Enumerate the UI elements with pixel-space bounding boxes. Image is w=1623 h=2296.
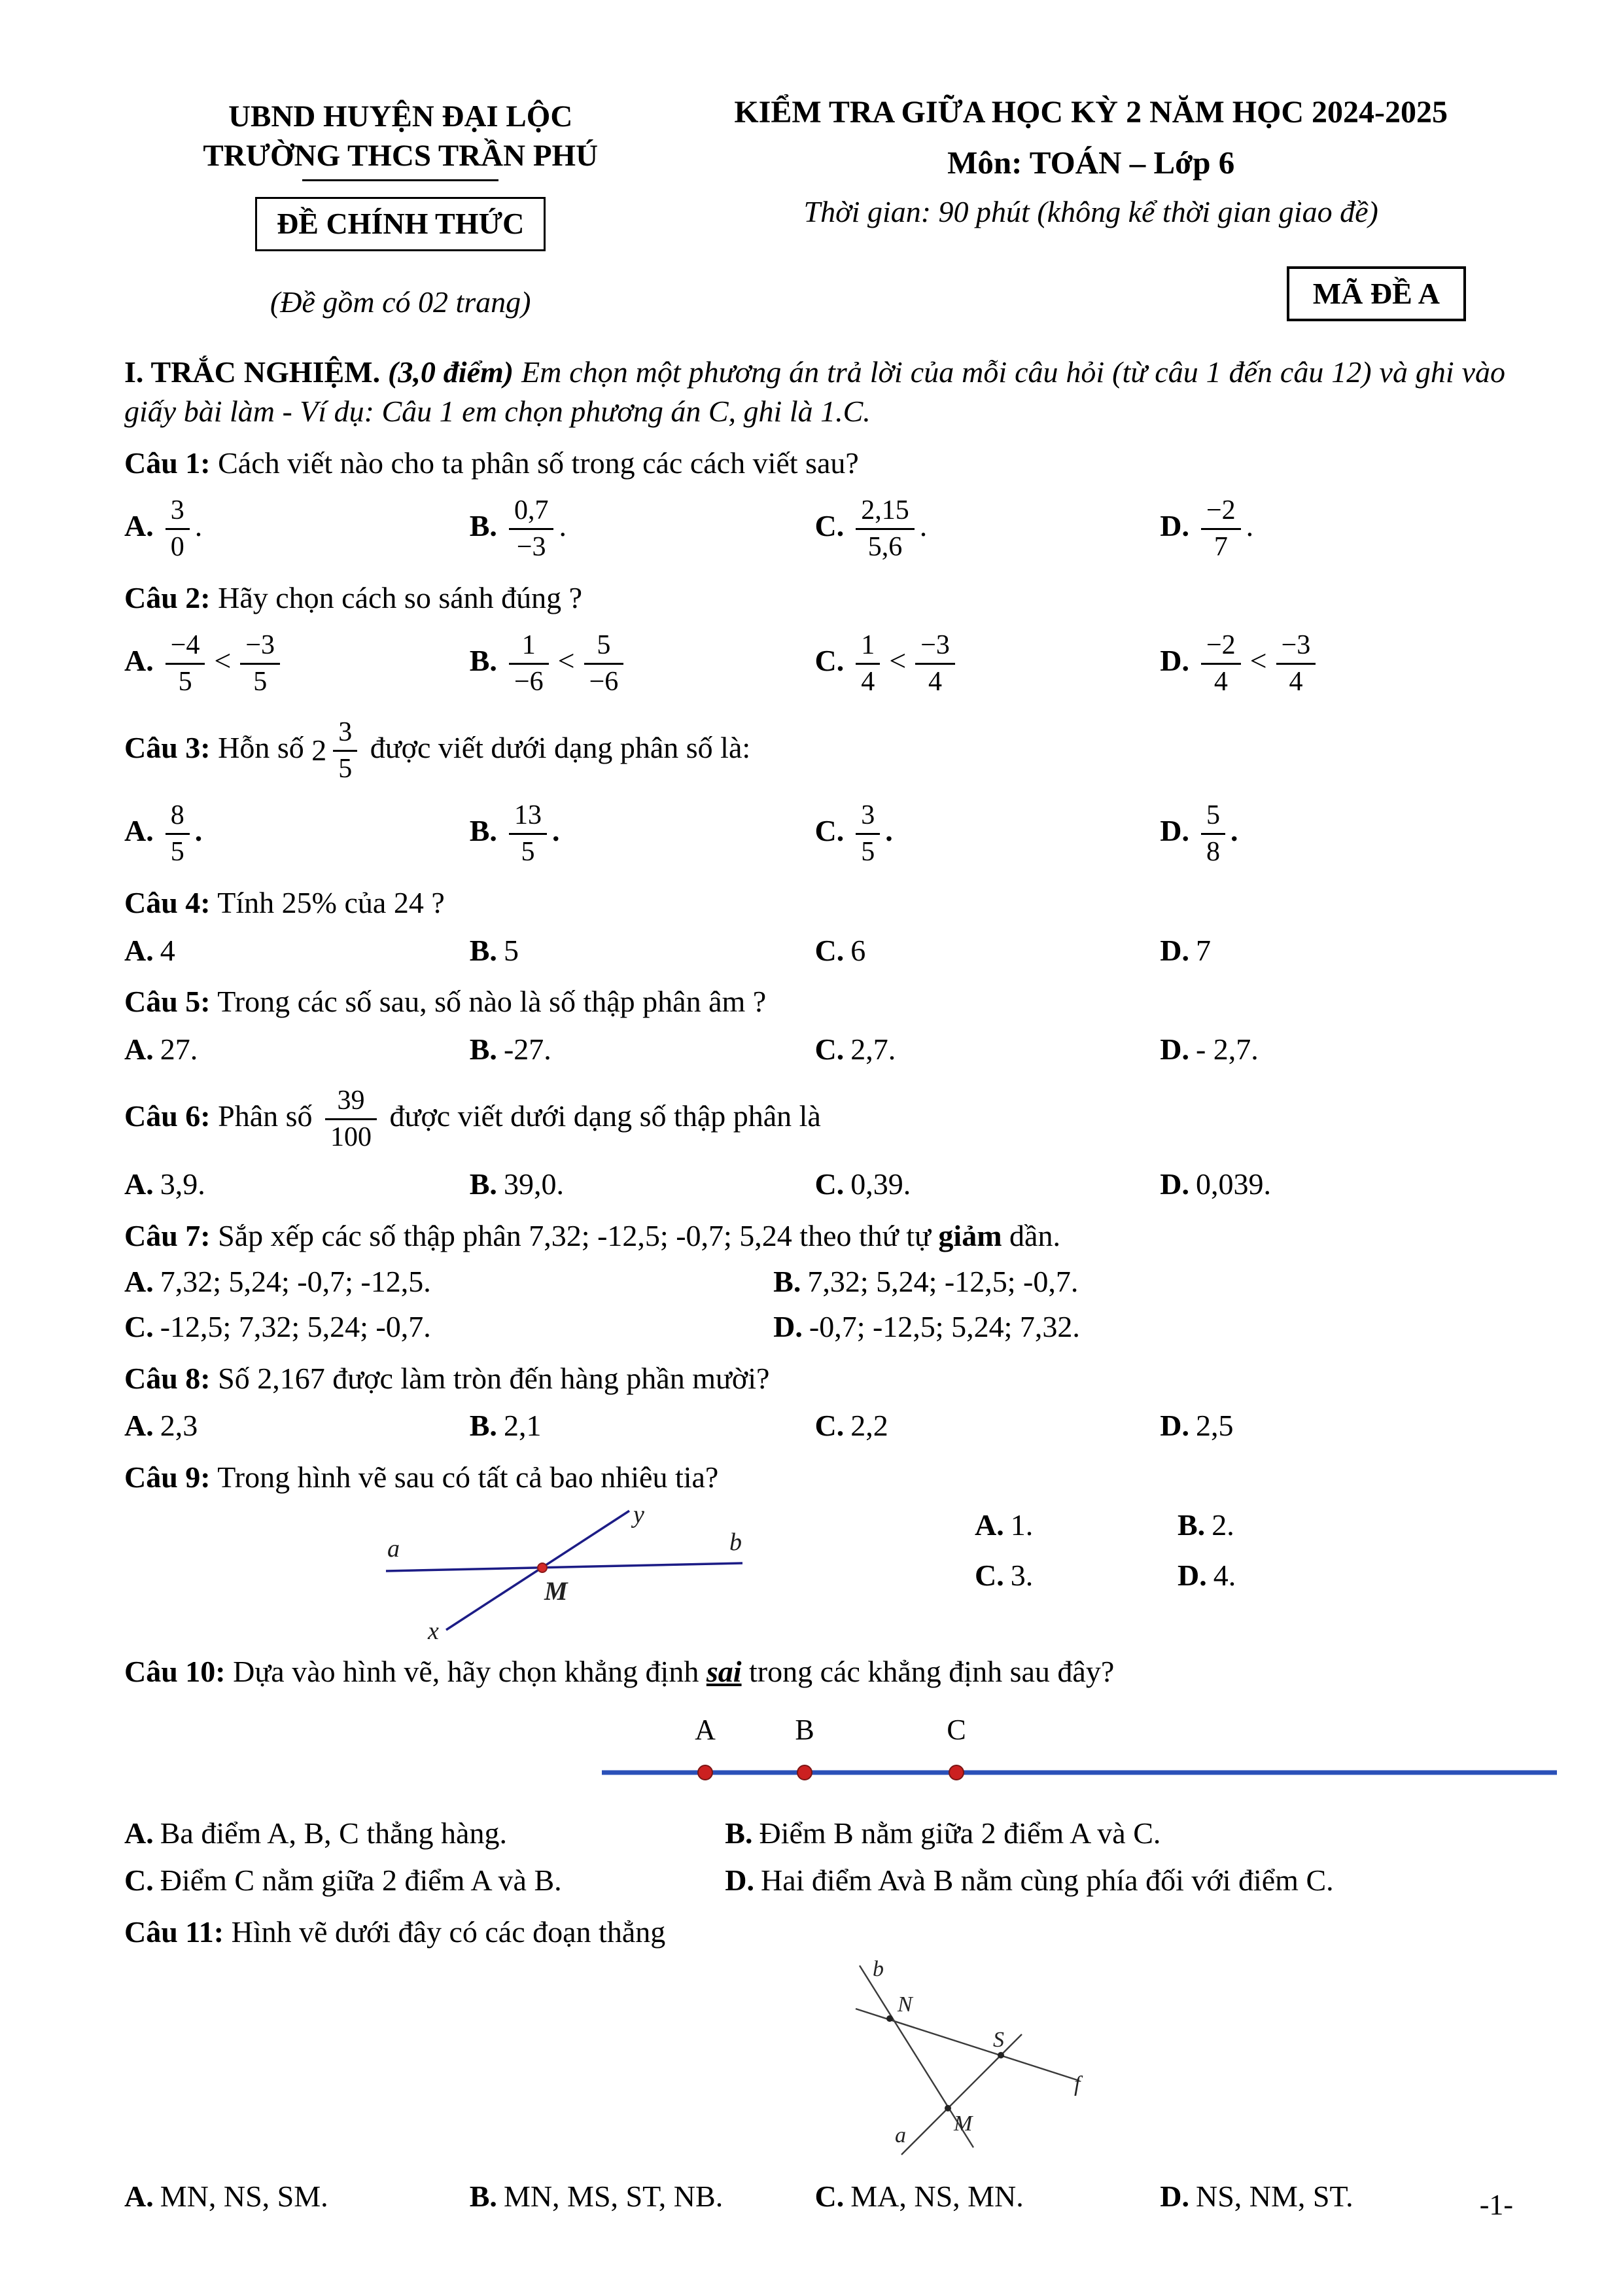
question-1-stem [124, 444, 1505, 484]
header-right [676, 92, 1505, 321]
q11-option-c [815, 2177, 1161, 2217]
option-text: 0,39. [850, 1167, 911, 1201]
fraction [240, 630, 280, 698]
option-text: Ba điểm A, B, C thẳng hàng. [160, 1816, 507, 1850]
line-through-s-m-a [901, 2034, 1022, 2155]
option-key: B. [725, 1816, 753, 1850]
q11-option-b [470, 2177, 815, 2217]
fraction [509, 495, 554, 563]
option-suffix: . [919, 509, 928, 542]
option-text: 2,5 [1195, 1409, 1234, 1443]
question-9-text: Trong hình vẽ sau có tất cả bao nhiêu tia? [217, 1460, 719, 1494]
q5-option-a [124, 1030, 470, 1070]
option-text: MN, NS, SM. [160, 2179, 328, 2213]
rays-figure [373, 1503, 778, 1640]
q6-option-c [815, 1165, 1161, 1205]
q2-option-c [815, 626, 1161, 701]
page-number: -1- [1479, 2188, 1513, 2221]
option-key: C. [814, 1409, 845, 1443]
option-key: C. [814, 643, 845, 677]
option-key: A. [124, 509, 154, 542]
option-key: B. [469, 813, 497, 847]
question-6 [124, 1082, 1505, 1205]
fraction-numerator: 13 [514, 800, 542, 830]
q8-option-d [1160, 1406, 1505, 1446]
question-9-body [124, 1503, 1505, 1640]
fraction-denominator: 5,6 [856, 528, 915, 563]
option-key: B. [1178, 1508, 1206, 1542]
question-1-options [124, 491, 1505, 567]
question-5-text: Trong các số sau, số nào là số thập phân âm ? [217, 985, 767, 1019]
question-1 [124, 444, 1505, 567]
question-3-options [124, 796, 1505, 872]
q11-option-a [124, 2177, 470, 2217]
label-y: y [633, 1502, 644, 1528]
option-text: 39,0. [503, 1167, 564, 1201]
option-key: C. [814, 509, 845, 542]
fraction-numerator: −2 [1206, 495, 1236, 525]
option-text: 1. [1010, 1508, 1034, 1542]
option-text: 2,1 [503, 1409, 542, 1443]
question-4-text: Tính 25% của 24 ? [217, 885, 445, 919]
official-exam-box: ĐỀ CHÍNH THỨC [255, 197, 546, 251]
question-8 [124, 1359, 1505, 1446]
option-key: C. [124, 1309, 154, 1343]
fraction [325, 1086, 377, 1153]
question-7-text-after: dần. [1009, 1218, 1060, 1252]
option-text: 2,3 [160, 1409, 198, 1443]
option-suffix: . [194, 509, 203, 542]
q5-option-d [1160, 1030, 1505, 1070]
q3-option-d [1160, 796, 1505, 872]
fraction-denominator: −6 [509, 663, 549, 698]
label-m: M [954, 2111, 973, 2136]
q10-option-d [725, 1861, 1505, 1901]
option-suffix: . [559, 509, 567, 542]
option-suffix: . [551, 813, 560, 847]
section-1-intro [124, 353, 1505, 432]
question-3 [124, 713, 1505, 872]
q3-option-a [124, 796, 470, 872]
question-6-text-after: được viết dưới dạng số thập phân là [389, 1099, 821, 1133]
q11-option-d [1160, 2177, 1505, 2217]
fraction-denominator: 5 [509, 833, 547, 868]
q9-option-b [1178, 1506, 1380, 1545]
q9-option-a [975, 1506, 1178, 1545]
mixed-number [311, 713, 362, 788]
q3-option-c [815, 796, 1161, 872]
option-text: 2,2 [850, 1409, 888, 1443]
point-c-dot [949, 1765, 964, 1780]
fraction-denominator: 0 [166, 528, 190, 563]
option-text: 0,039. [1195, 1167, 1271, 1201]
question-4-options [124, 931, 1505, 971]
question-8-text: Số 2,167 được làm tròn đến hàng phần mười? [218, 1361, 770, 1395]
fraction-denominator: 5 [166, 833, 190, 868]
fraction-numerator: 5 [1206, 800, 1220, 830]
point-m-dot [538, 1563, 547, 1572]
fraction-numerator: −4 [170, 629, 200, 660]
q7-option-b [773, 1262, 1505, 1302]
label-a: a [895, 2123, 906, 2147]
fraction-denominator: 5 [166, 663, 205, 698]
fraction [584, 630, 624, 698]
fraction-numerator: −2 [1206, 629, 1236, 660]
option-key: B. [469, 1033, 497, 1067]
fraction [166, 495, 190, 563]
q1-option-c [815, 491, 1161, 567]
question-2-options [124, 626, 1505, 701]
q3-option-b [470, 796, 815, 872]
option-key: C. [814, 2179, 845, 2213]
option-key: C. [124, 1863, 154, 1898]
option-key: D. [1160, 643, 1189, 677]
q7-option-d [773, 1307, 1505, 1347]
option-key: D. [1178, 1558, 1207, 1592]
fraction-denominator: −3 [509, 528, 554, 563]
fraction-denominator: 4 [1201, 663, 1241, 698]
question-7 [124, 1216, 1505, 1347]
fraction-denominator: 4 [1276, 663, 1316, 698]
question-11-stem [124, 1913, 1505, 1952]
q10-option-c [124, 1861, 725, 1901]
point-a-dot [698, 1765, 712, 1780]
label-point-b: B [795, 1713, 814, 1746]
fraction [1201, 495, 1241, 563]
option-text: 4 [160, 933, 175, 967]
fraction-numerator: 5 [597, 629, 611, 660]
label-point-a: A [695, 1713, 716, 1746]
header [124, 92, 1505, 323]
fraction-denominator: 8 [1201, 833, 1225, 868]
option-key: A. [975, 1508, 1004, 1542]
label-x: x [428, 1617, 439, 1640]
q9-option-c [975, 1556, 1178, 1596]
fraction-numerator: −3 [1281, 629, 1311, 660]
fraction [915, 630, 955, 698]
fraction [1201, 800, 1225, 868]
option-key: D. [1160, 813, 1189, 847]
option-key: D. [1160, 509, 1189, 542]
fraction-denominator: 100 [325, 1118, 377, 1153]
fraction-numerator: 3 [338, 716, 353, 747]
fraction [1276, 630, 1316, 698]
fraction [509, 630, 549, 698]
question-2-text: Hãy chọn cách so sánh đúng ? [218, 580, 583, 614]
fraction [166, 800, 190, 868]
question-10-keyword: sai [706, 1654, 742, 1688]
q2-option-b [470, 626, 815, 701]
option-key: D. [1160, 1409, 1189, 1443]
question-9 [124, 1458, 1505, 1640]
collinear-points-figure [602, 1705, 1563, 1803]
option-key: C. [975, 1558, 1004, 1592]
option-key: B. [469, 2179, 497, 2213]
question-6-options [124, 1165, 1505, 1205]
option-text: 27. [160, 1033, 198, 1067]
option-key: B. [469, 1167, 497, 1201]
fraction-denominator: 4 [915, 663, 955, 698]
option-key: B. [773, 1265, 801, 1299]
exam-code-box: MÃ ĐỀ A [1287, 266, 1466, 322]
option-text: 3. [1010, 1558, 1034, 1592]
question-9-stem [124, 1458, 1505, 1498]
option-key: D. [1160, 933, 1189, 967]
org-name-line1: UBND HUYỆN ĐẠI LỘC [228, 99, 573, 133]
option-key: A. [124, 1409, 154, 1443]
q10-option-a [124, 1814, 725, 1854]
subject-line: Môn: TOÁN – Lớp 6 [947, 145, 1235, 181]
q4-option-c [815, 931, 1161, 971]
option-key: A. [124, 643, 154, 677]
q8-option-b [470, 1406, 815, 1446]
question-5-options [124, 1030, 1505, 1070]
exam-title: KIỂM TRA GIỮA HỌC KỲ 2 NĂM HỌC 2024-2025 [734, 95, 1448, 130]
option-key: A. [124, 2179, 154, 2213]
q8-option-c [815, 1406, 1161, 1446]
point-s-dot [998, 2052, 1004, 2058]
question-7-text-before: Sắp xếp các số thập phân 7,32; -12,5; -0,7; 5,24 theo thứ tự [218, 1218, 931, 1252]
label-b: b [729, 1528, 742, 1556]
fraction-denominator: −6 [584, 663, 624, 698]
question-2-stem [124, 578, 1505, 618]
question-7-options [124, 1262, 1505, 1347]
option-key: B. [469, 509, 497, 542]
question-3-text-after: được viết dưới dạng phân số là: [370, 730, 751, 764]
fraction-numerator: 8 [170, 800, 184, 830]
fraction [856, 495, 915, 563]
question-6-text-before: Phân số [218, 1099, 313, 1133]
option-key: D. [1160, 1167, 1189, 1201]
option-key: D. [1160, 2179, 1189, 2213]
option-key: A. [124, 813, 154, 847]
option-suffix: . [1230, 813, 1238, 847]
label-m: M [544, 1576, 568, 1606]
label-f: f [1074, 2072, 1081, 2096]
fraction [856, 800, 880, 868]
option-key: D. [773, 1309, 803, 1343]
option-text: NS, NM, ST. [1195, 2179, 1353, 2213]
option-key: C. [814, 933, 845, 967]
pages-note: (Đề gồm có 02 trang) [270, 285, 531, 319]
fraction-numerator: 1 [521, 629, 536, 660]
option-text: - 2,7. [1195, 1033, 1259, 1067]
question-2 [124, 578, 1505, 701]
section-1-points: (3,0 điểm) [388, 355, 514, 389]
question-7-text-bold: giảm [938, 1218, 1002, 1252]
question-8-label: Câu 8: [124, 1361, 211, 1395]
question-9-options [975, 1506, 1380, 1595]
option-text: 2,7. [850, 1033, 896, 1067]
time-line: Thời gian: 90 phút (không kể thời gian giao đề) [803, 195, 1378, 229]
fraction-numerator: 1 [861, 629, 875, 660]
q4-option-a [124, 931, 470, 971]
fraction-numerator: 0,7 [514, 495, 549, 525]
question-8-stem [124, 1359, 1505, 1399]
option-text: MA, NS, MN. [850, 2179, 1024, 2213]
fraction [856, 630, 880, 698]
option-key: C. [814, 1167, 845, 1201]
question-10 [124, 1652, 1505, 1901]
fraction [509, 800, 547, 868]
header-left [124, 92, 676, 323]
option-text: 4. [1213, 1558, 1236, 1592]
point-b-dot [797, 1765, 812, 1780]
option-text: 6 [850, 933, 866, 967]
question-3-label: Câu 3: [124, 730, 211, 764]
label-a: a [387, 1534, 400, 1563]
fraction-denominator: 5 [240, 663, 280, 698]
option-text: 7,32; 5,24; -12,5; -0,7. [807, 1265, 1079, 1299]
relation-symbol: < [557, 643, 575, 677]
fraction-denominator: 7 [1201, 528, 1241, 563]
q2-option-a [124, 626, 470, 701]
q10-option-b [725, 1814, 1505, 1854]
question-10-text-before: Dựa vào hình vẽ, hãy chọn khẳng định [233, 1654, 699, 1688]
label-n: N [898, 1992, 913, 2017]
option-text: -27. [503, 1033, 551, 1067]
line-xy [446, 1511, 629, 1630]
fraction [333, 717, 357, 785]
section-1-title: I. TRẮC NGHIỆM. [124, 355, 381, 389]
relation-symbol: < [1249, 643, 1267, 677]
q6-option-b [470, 1165, 815, 1205]
option-text: -12,5; 7,32; 5,24; -0,7. [160, 1309, 431, 1343]
q4-option-b [470, 931, 815, 971]
option-key: A. [124, 1816, 154, 1850]
option-text: MN, MS, ST, NB. [503, 2179, 724, 2213]
question-3-text-before: Hỗn số [218, 730, 304, 764]
option-key: B. [469, 643, 497, 677]
option-text: Hai điểm Avà B nằm cùng phía đối với điểm C. [761, 1863, 1334, 1898]
question-6-stem [124, 1082, 1505, 1157]
q5-option-b [470, 1030, 815, 1070]
fraction-denominator: 5 [856, 833, 880, 868]
option-key: B. [469, 933, 497, 967]
option-key: A. [124, 1265, 154, 1299]
question-1-text: Cách viết nào cho ta phân số trong các cách viết sau? [218, 446, 859, 480]
option-text: Điểm C nằm giữa 2 điểm A và B. [160, 1863, 562, 1898]
question-8-options [124, 1406, 1505, 1446]
option-text: 3,9. [160, 1167, 205, 1201]
q5-option-c [815, 1030, 1161, 1070]
option-suffix: . [194, 813, 203, 847]
relation-symbol: < [889, 643, 907, 677]
question-5-label: Câu 5: [124, 985, 211, 1019]
question-10-label: Câu 10: [124, 1654, 226, 1688]
fraction-numerator: 39 [337, 1085, 365, 1116]
option-text: -0,7; -12,5; 5,24; 7,32. [809, 1309, 1080, 1343]
org-name-line2: TRƯỜNG THCS TRẦN PHÚ [203, 139, 599, 173]
question-10-options [124, 1814, 1505, 1901]
relation-symbol: < [214, 643, 232, 677]
line-ab [386, 1563, 742, 1571]
option-suffix: . [1246, 509, 1254, 542]
option-text: 2. [1212, 1508, 1234, 1542]
section-1-instruction: Em chọn một phương án trả lời của mỗi câu hỏi (từ câu 1 đến câu 12) và ghi vào giấy bài làm - Ví dụ: Câu 1 em chọn phương án C, ghi là 1.C. [124, 355, 1506, 429]
q4-option-d [1160, 931, 1505, 971]
option-text: 5 [503, 933, 519, 967]
question-1-label: Câu 1: [124, 446, 211, 480]
option-text: Điểm B nằm giữa 2 điểm A và C. [759, 1816, 1161, 1850]
label-point-c: C [947, 1713, 966, 1746]
option-key: A. [124, 1167, 154, 1201]
fraction-numerator: −3 [245, 629, 275, 660]
question-10-text-after: trong các khẳng định sau đây? [749, 1654, 1115, 1688]
mixed-whole: 2 [311, 733, 327, 767]
label-b: b [873, 1956, 884, 1981]
question-3-stem [124, 713, 1505, 788]
question-7-stem [124, 1216, 1505, 1256]
q8-option-a [124, 1406, 470, 1446]
fraction-denominator: 4 [856, 663, 880, 698]
question-2-label: Câu 2: [124, 580, 211, 614]
q7-option-c [124, 1307, 773, 1347]
fraction-numerator: 3 [170, 495, 184, 525]
question-4-stem [124, 883, 1505, 923]
fraction-numerator: 3 [861, 800, 875, 830]
label-s: S [993, 2027, 1004, 2052]
question-11-label: Câu 11: [124, 1915, 224, 1949]
question-5 [124, 982, 1505, 1069]
segments-figure [818, 1956, 1099, 2163]
fraction [166, 630, 205, 698]
option-key: C. [814, 813, 845, 847]
q1-option-a [124, 491, 470, 567]
fraction-numerator: 2,15 [861, 495, 909, 525]
question-9-label: Câu 9: [124, 1460, 211, 1494]
question-4-label: Câu 4: [124, 885, 211, 919]
fraction [1201, 630, 1241, 698]
point-n-dot [886, 2015, 893, 2022]
option-key: A. [124, 1033, 154, 1067]
question-10-stem [124, 1652, 1505, 1692]
fraction-numerator: −3 [920, 629, 950, 660]
point-m-dot [945, 2105, 951, 2111]
q9-option-d [1178, 1556, 1380, 1596]
option-key: D. [1160, 1033, 1189, 1067]
question-4 [124, 883, 1505, 970]
option-key: C. [814, 1033, 845, 1067]
option-key: D. [725, 1863, 755, 1898]
question-7-label: Câu 7: [124, 1218, 211, 1252]
option-key: B. [469, 1409, 497, 1443]
q1-option-d [1160, 491, 1505, 567]
q6-option-d [1160, 1165, 1505, 1205]
org-underline [302, 179, 498, 181]
option-text: 7,32; 5,24; -0,7; -12,5. [160, 1265, 431, 1299]
q1-option-b [470, 491, 815, 567]
q2-option-d [1160, 626, 1505, 701]
question-5-stem [124, 982, 1505, 1022]
option-key: A. [124, 933, 154, 967]
q7-option-a [124, 1262, 773, 1302]
question-11-options [124, 2177, 1505, 2217]
question-6-label: Câu 6: [124, 1099, 211, 1133]
question-11-text: Hình vẽ dưới đây có các đoạn thẳng [231, 1915, 666, 1949]
option-suffix: . [885, 813, 893, 847]
option-text: 7 [1195, 933, 1211, 967]
q6-option-a [124, 1165, 470, 1205]
question-11 [124, 1913, 1505, 2216]
fraction-denominator: 5 [333, 750, 357, 785]
